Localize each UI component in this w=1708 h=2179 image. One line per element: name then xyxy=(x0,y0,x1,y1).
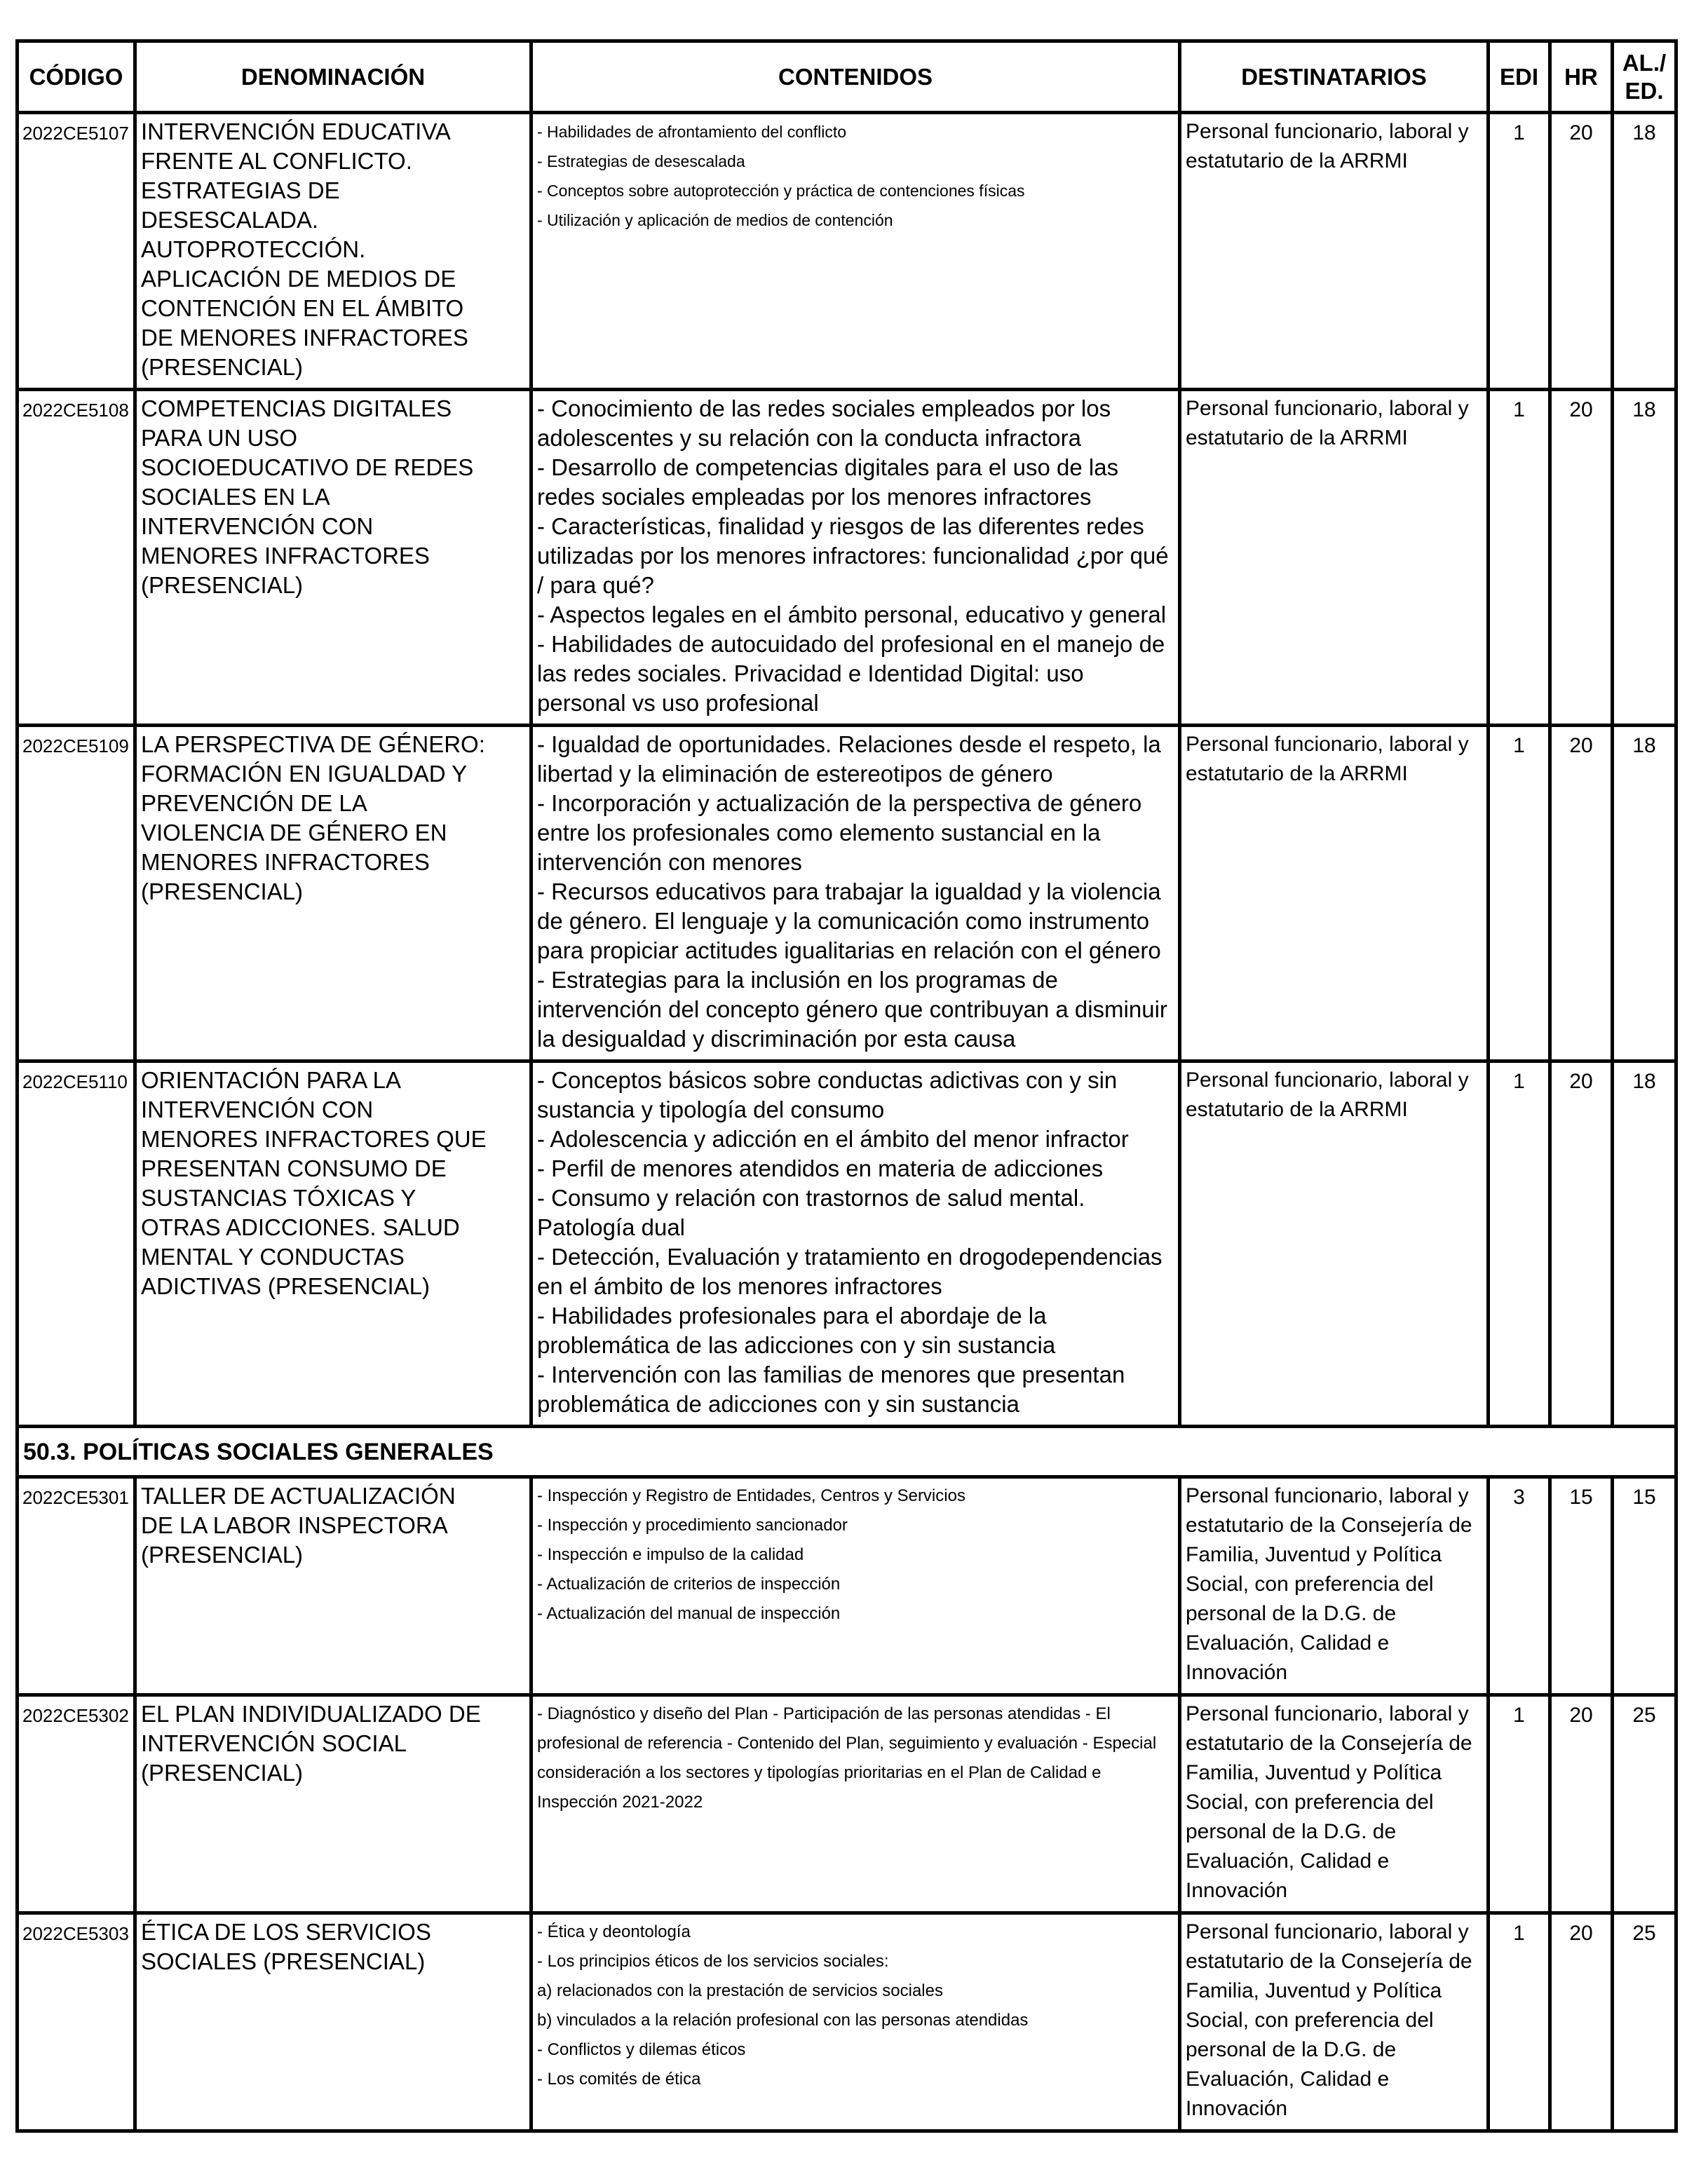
course-students-cell: 25 xyxy=(1613,1913,1676,2131)
table-body xyxy=(18,113,1676,2131)
section-header-row xyxy=(18,1427,1676,1477)
course-code-cell: 2022CE5109 xyxy=(18,726,135,1061)
header-denominacion: DENOMINACIÓN xyxy=(135,41,531,113)
course-recipients-cell: Personal funcionario, laboral y estatutario de la ARRMI xyxy=(1180,1061,1489,1427)
course-hours-cell: 20 xyxy=(1550,1061,1613,1427)
course-recipients-cell: Personal funcionario, laboral y estatutario de la ARRMI xyxy=(1180,390,1489,726)
course-code-cell: 2022CE5303 xyxy=(18,1913,135,2131)
header-hr: HR xyxy=(1550,41,1613,113)
course-contents-cell: - Conocimiento de las redes sociales empleados por los adolescentes y su relación con la conducta infractora - Desarrollo de competencias digitales para el uso de las redes sociales empleadas por los menores infractores - Características, finalidad y riesgos de las diferentes redes utilizadas por los menores infractores: funcionalidad ¿por qué / para qué? - Aspectos legales en el ámbito personal, educativo y general - Habilidades de autocuidado del profesional en el manejo de las redes sociales. Privacidad e Identidad Digital: uso personal vs uso profesional xyxy=(531,390,1180,726)
course-editions-cell: 1 xyxy=(1489,390,1550,726)
course-catalog-table xyxy=(15,39,1678,2133)
course-editions-cell: 1 xyxy=(1489,113,1550,390)
course-hours-cell: 20 xyxy=(1550,390,1613,726)
course-recipients-cell: Personal funcionario, laboral y estatutario de la Consejería de Familia, Juventud y Política Social, con preferencia del personal de la D.G. de Evaluación, Calidad e Innovación xyxy=(1180,1477,1489,1695)
course-editions-cell: 3 xyxy=(1489,1477,1550,1695)
header-row xyxy=(18,41,1676,113)
table-row xyxy=(18,1695,1676,1913)
course-title-cell: ÉTICA DE LOS SERVICIOS SOCIALES (PRESENCIAL) xyxy=(135,1913,531,2131)
course-contents-cell: - Ética y deontología - Los principios éticos de los servicios sociales: a) relacionados con la prestación de servicios sociales b) vinculados a la relación profesional con las personas atendidas - Conflictos y dilemas éticos - Los comités de ética xyxy=(531,1913,1180,2131)
course-contents-cell: - Conceptos básicos sobre conductas adictivas con y sin sustancia y tipología del consumo - Adolescencia y adicción en el ámbito del menor infractor - Perfil de menores atendidos en materia de adicciones - Consumo y relación con trastornos de salud mental. Patología dual - Detección, Evaluación y tratamiento en drogodependencias en el ámbito de los menores infractores - Habilidades profesionales para el abordaje de la problemática de las adicciones con y sin sustancia - Intervención con las familias de menores que presentan problemática de adicciones con y sin sustancia xyxy=(531,1061,1180,1427)
course-title-cell: COMPETENCIAS DIGITALES PARA UN USO SOCIOEDUCATIVO DE REDES SOCIALES EN LA INTERVENCIÓN CON MENORES INFRACTORES (PRESENCIAL) xyxy=(135,390,531,726)
course-code-cell: 2022CE5107 xyxy=(18,113,135,390)
course-students-cell: 15 xyxy=(1613,1477,1676,1695)
course-students-cell: 18 xyxy=(1613,1061,1676,1427)
course-hours-cell: 20 xyxy=(1550,113,1613,390)
header-al-ed: AL./ ED. xyxy=(1613,41,1676,113)
header-edi: EDI xyxy=(1489,41,1550,113)
header-codigo: CÓDIGO xyxy=(18,41,135,113)
table-header xyxy=(18,41,1676,113)
course-contents-cell: - Habilidades de afrontamiento del conflicto - Estrategias de desescalada - Conceptos sobre autoprotección y práctica de contenciones físicas - Utilización y aplicación de medios de contención xyxy=(531,113,1180,390)
course-hours-cell: 20 xyxy=(1550,1913,1613,2131)
header-destinatarios: DESTINATARIOS xyxy=(1180,41,1489,113)
course-code-cell: 2022CE5302 xyxy=(18,1695,135,1913)
table-row xyxy=(18,113,1676,390)
course-recipients-cell: Personal funcionario, laboral y estatutario de la ARRMI xyxy=(1180,726,1489,1061)
course-title-cell: INTERVENCIÓN EDUCATIVA FRENTE AL CONFLICTO. ESTRATEGIAS DE DESESCALADA. AUTOPROTECCIÓN. APLICACIÓN DE MEDIOS DE CONTENCIÓN EN EL ÁMBITO DE MENORES INFRACTORES (PRESENCIAL) xyxy=(135,113,531,390)
course-recipients-cell: Personal funcionario, laboral y estatutario de la Consejería de Familia, Juventud y Política Social, con preferencia del personal de la D.G. de Evaluación, Calidad e Innovación xyxy=(1180,1695,1489,1913)
course-title-cell: ORIENTACIÓN PARA LA INTERVENCIÓN CON MENORES INFRACTORES QUE PRESENTAN CONSUMO DE SUSTANCIAS TÓXICAS Y OTRAS ADICCIONES. SALUD MENTAL Y CONDUCTAS ADICTIVAS (PRESENCIAL) xyxy=(135,1061,531,1427)
course-title-cell: EL PLAN INDIVIDUALIZADO DE INTERVENCIÓN SOCIAL (PRESENCIAL) xyxy=(135,1695,531,1913)
course-students-cell: 18 xyxy=(1613,390,1676,726)
table-row xyxy=(18,1913,1676,2131)
table-row xyxy=(18,1477,1676,1695)
course-editions-cell: 1 xyxy=(1489,1695,1550,1913)
table-row xyxy=(18,726,1676,1061)
course-editions-cell: 1 xyxy=(1489,1913,1550,2131)
course-code-cell: 2022CE5301 xyxy=(18,1477,135,1695)
section-title: 50.3. POLÍTICAS SOCIALES GENERALES xyxy=(18,1427,1676,1477)
header-contenidos: CONTENIDOS xyxy=(531,41,1180,113)
course-title-cell: LA PERSPECTIVA DE GÉNERO: FORMACIÓN EN IGUALDAD Y PREVENCIÓN DE LA VIOLENCIA DE GÉNERO EN MENORES INFRACTORES (PRESENCIAL) xyxy=(135,726,531,1061)
table-row xyxy=(18,1061,1676,1427)
course-contents-cell: - Inspección y Registro de Entidades, Centros y Servicios - Inspección y procedimiento sancionador - Inspección e impulso de la calidad - Actualización de criterios de inspección - Actualización del manual de inspección xyxy=(531,1477,1180,1695)
course-hours-cell: 15 xyxy=(1550,1477,1613,1695)
course-students-cell: 18 xyxy=(1613,726,1676,1061)
course-recipients-cell: Personal funcionario, laboral y estatutario de la Consejería de Familia, Juventud y Política Social, con preferencia del personal de la D.G. de Evaluación, Calidad e Innovación xyxy=(1180,1913,1489,2131)
course-editions-cell: 1 xyxy=(1489,726,1550,1061)
course-code-cell: 2022CE5108 xyxy=(18,390,135,726)
course-recipients-cell: Personal funcionario, laboral y estatutario de la ARRMI xyxy=(1180,113,1489,390)
table-row xyxy=(18,390,1676,726)
course-hours-cell: 20 xyxy=(1550,726,1613,1061)
course-students-cell: 18 xyxy=(1613,113,1676,390)
course-code-cell: 2022CE5110 xyxy=(18,1061,135,1427)
course-hours-cell: 20 xyxy=(1550,1695,1613,1913)
course-contents-cell: - Diagnóstico y diseño del Plan - Participación de las personas atendidas - El profesional de referencia - Contenido del Plan, seguimiento y evaluación - Especial consideración a los sectores y tipologías prioritarias en el Plan de Calidad e Inspección 2021-2022 xyxy=(531,1695,1180,1913)
course-editions-cell: 1 xyxy=(1489,1061,1550,1427)
course-title-cell: TALLER DE ACTUALIZACIÓN DE LA LABOR INSPECTORA (PRESENCIAL) xyxy=(135,1477,531,1695)
course-students-cell: 25 xyxy=(1613,1695,1676,1913)
course-contents-cell: - Igualdad de oportunidades. Relaciones desde el respeto, la libertad y la eliminación de estereotipos de género - Incorporación y actualización de la perspectiva de género entre los profesionales como elemento sustancial en la intervención con menores - Recursos educativos para trabajar la igualdad y la violencia de género. El lenguaje y la comunicación como instrumento para propiciar actitudes igualitarias en relación con el género - Estrategias para la inclusión en los programas de intervención del concepto género que contribuyan a disminuir la desigualdad y discriminación por esta causa xyxy=(531,726,1180,1061)
